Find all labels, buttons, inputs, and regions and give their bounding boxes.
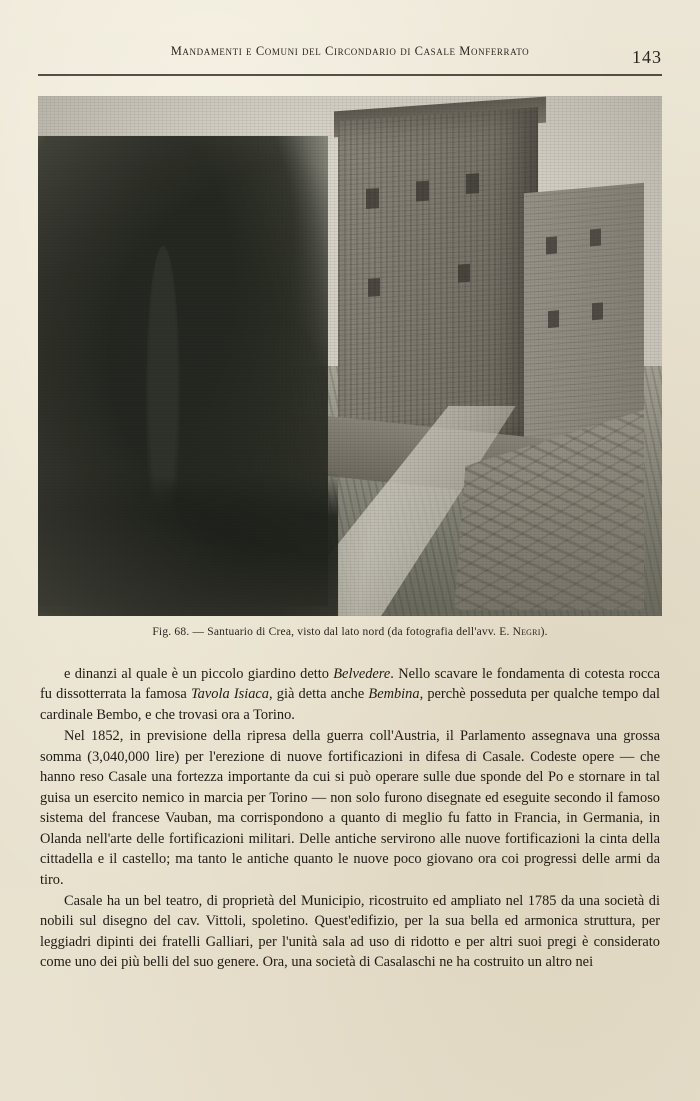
page-number: 143 <box>632 47 662 67</box>
paragraph-2 <box>40 726 660 890</box>
running-head <box>38 44 662 66</box>
paragraph-1-text: e dinanzi al quale è un piccolo giardino detto Belvedere. Nello scavare le fondamenta di cotesta rocca fu dissotterrata la famosa Tavola Isiaca, già detta anche Bembina, perchè posseduta per qualche tempo dal cardinale Bembo, e che trovasi ora a Torino. <box>40 666 660 723</box>
figure-caption-text: Santuario di Crea, visto dal lato nord (da fotografia dell'avv. <box>207 626 497 638</box>
running-head-title: Mandamenti e Comuni del Circondario di Casale Monferrato <box>170 44 530 58</box>
engraving-illustration <box>38 96 662 616</box>
paragraph-3 <box>40 891 660 973</box>
figure-santuario-di-crea <box>38 96 662 638</box>
body-text <box>38 664 662 973</box>
illustration-vignette <box>38 96 662 616</box>
figure-caption-author: E. Negri <box>499 626 541 638</box>
figure-caption-end: ). <box>540 626 548 638</box>
page-content <box>38 44 662 973</box>
figure-caption-number: Fig. 68. — <box>152 626 205 638</box>
figure-caption <box>38 626 662 638</box>
paragraph-2-text: Nel 1852, in previsione della ripresa della guerra coll'Austria, il Parlamento assegnava una grossa somma (3,040,000 lire) per l'erezione di nuove fortificazioni in difesa di Casale. Codeste opere — che hanno reso Casale una fortezza importante da cui si può operare sulle due sponde del Po e stornare in tal guisa un esercito nemico in marcia per Torino — non solo furono disegnate ed eseguite secondo il famoso sistema del francese Vauban, ma corrispondono a quanto di meglio fu fatto in Francia, in Germania, in Olanda nell'arte delle fortificazioni militari. Delle antiche servirono alle nuove fortificazioni la cinta della cittadella e il castello; ma tanto le antiche quanto le nuove poco giovano ora coi progressi delle armi da tiro. <box>40 728 660 888</box>
paragraph-1 <box>40 664 660 725</box>
paragraph-3-text: Casale ha un bel teatro, di proprietà del Municipio, ricostruito ed ampliato nel 1785 da una società di nobili sul disegno del cav. Vittoli, spoletino. Quest'edifizio, per la sua bella ed armonica struttura, per leggiadri dipinti dei fratelli Galliari, per l'unità sala ad uso di ridotto e per altri suoi pregi è considerato come uno dei più belli del suo genere. Ora, una società di Casalaschi ne ha costruito un altro nei <box>40 892 660 971</box>
header-rule <box>38 74 662 76</box>
